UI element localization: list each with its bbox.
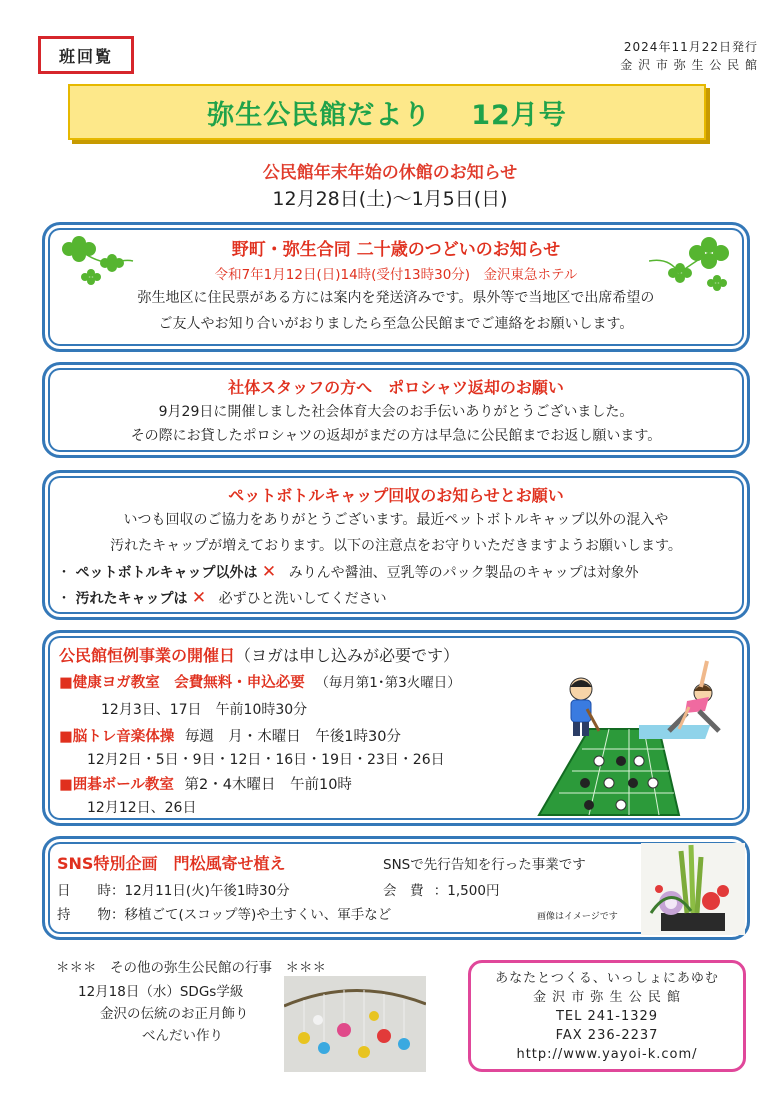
sns-items-line (57, 903, 391, 923)
go-line (59, 773, 352, 794)
brain-note: 毎週 月・木曜日 午後1時30分 (184, 729, 401, 745)
yoga-line (59, 671, 461, 692)
caps-title: ペットボトルキャップ回収のお知らせとお願い (228, 486, 564, 505)
sns-date-label: 日 時 (57, 883, 111, 899)
caps-bullet-1 (57, 559, 639, 586)
closing-title: 公民館年末年始の休館のお知らせ (262, 163, 518, 183)
go-note: 第2・4木曜日 午前10時 (184, 777, 352, 793)
sns-note: SNSで先行告知を行った事業です (383, 857, 586, 873)
caps-body-1: いつも回収のご協力をありがとうございます。最近ペットボトルキャップ以外の混入や (123, 512, 669, 528)
other-events-line-2: 金沢の伝統のお正月飾り (100, 1006, 249, 1022)
newsletter-banner (68, 84, 706, 140)
other-events-line-3: べんだい作り (142, 1028, 223, 1044)
newsletter-issue: 12月号 (471, 99, 567, 131)
coming-of-age-body-2: ご友人やお知り合いがおりましたら至急公民館までご連絡をお願いします。 (158, 316, 634, 332)
go-dates: 12月12日、26日 (87, 800, 197, 816)
circulation-stamp: 班回覧 (38, 36, 134, 74)
cross-icon: ✕ (191, 588, 207, 608)
caps-bullet-2 (57, 585, 387, 612)
issue-info (620, 38, 758, 74)
caps-body-2: 汚れたキャップが増えております。以下の注意点をお守りいただきますようお願いします。 (110, 538, 682, 554)
regular-events-box (42, 630, 750, 826)
sns-fee-value: ：1,500円 (433, 883, 500, 899)
polo-body-1: 9月29日に開催しました社会体育大会のお手伝いありがとうございました。 (158, 404, 634, 420)
bendai-craft-photo (284, 976, 426, 1072)
yoga-name: ■健康ヨガ教室 会費無料・申込必要 (59, 675, 305, 691)
coming-of-age-body-1: 弥生地区に住民票がある方には案内を発送済みです。県外等で当地区で出席希望の (137, 290, 655, 306)
other-events-heading: ＊＊＊ その他の弥生公民館の行事 ＊＊＊ (56, 960, 326, 976)
contact-fax: FAX 236-2237 (555, 1028, 659, 1043)
brain-dates: 12月2日・5日・9日・12日・16日・19日・23日・26日 (87, 752, 445, 768)
coming-of-age-box (42, 222, 750, 352)
other-events-line-1: 12月18日（水）SDGs学級 (78, 984, 244, 1000)
brain-name: ■脳トレ音楽体操 (59, 729, 175, 745)
publisher: 金 沢 市 弥 生 公 民 館 (620, 58, 758, 72)
go-name: ■囲碁ボール教室 (59, 777, 174, 793)
sns-event-box (42, 836, 750, 940)
contact-tel: TEL 241-1329 (555, 1009, 659, 1024)
sns-fee-line (383, 879, 499, 899)
yoga-illustration (639, 657, 739, 747)
contact-box (468, 960, 746, 1072)
bullet-mark: ・ (57, 591, 71, 607)
contact-name: 金 沢 市 弥 生 公 民 館 (533, 990, 681, 1005)
contact-url[interactable]: http://www.yayoi-k.com/ (516, 1047, 698, 1062)
polo-body-2: その際にお貸したポロシャツの返却がまだの方は早急に公民館までお返し願います。 (130, 428, 662, 444)
sns-items-value: ：移植ごて(スコップ等)や土すくい、軍手など (111, 907, 392, 923)
newsletter-title: 弥生公民館だより (207, 99, 432, 131)
coming-of-age-title: 野町・弥生合同 二十歳のつどいのお知らせ (231, 240, 561, 260)
kadomatsu-photo (641, 843, 745, 935)
coming-of-age-detail: 令和7年1月12日(日)14時(受付13時30分) 金沢東急ホテル (214, 267, 578, 283)
yoga-note: （毎月第1･第3火曜日） (315, 675, 461, 691)
polo-title: 社体スタッフの方へ ポロシャツ返却のお願い (228, 378, 564, 397)
closing-dates: 12月28日(土)～1月5日(日) (272, 188, 508, 210)
polo-return-box (42, 362, 750, 458)
sns-fee-label: 会 費 (383, 883, 424, 899)
sns-date-line (57, 879, 290, 899)
regular-title: 公民館恒例事業の開催日 (59, 646, 236, 665)
issue-date: 2024年11月22日発行 (623, 40, 758, 54)
sns-date-value: ：12月11日(火)午後1時30分 (111, 883, 290, 899)
caps-bullet-2-label: 汚れたキャップは (75, 591, 188, 607)
caps-bullet-2-text: 必ずひと洗いしてください (218, 591, 387, 607)
sns-title: SNS特別企画 門松風寄せ植え (57, 854, 286, 873)
regular-title-line (59, 643, 459, 666)
caps-bullet-1-text: みりんや醤油、豆乳等のパック製品のキャップは対象外 (288, 565, 639, 581)
sns-image-note: 画像はイメージです (537, 912, 618, 922)
brain-line (59, 725, 401, 746)
regular-title-note: （ヨガは申し込みが必要です） (235, 646, 460, 665)
cross-icon: ✕ (261, 562, 277, 582)
sns-items-label: 持 物 (57, 907, 111, 923)
yoga-dates: 12月3日、17日 午前10時30分 (101, 702, 308, 718)
bottle-cap-box (42, 470, 750, 620)
caps-bullet-1-label: ペットボトルキャップ以外は (75, 565, 258, 581)
bullet-mark: ・ (57, 565, 71, 581)
contact-slogan: あなたとつくる、いっしょにあゆむ (495, 971, 719, 986)
